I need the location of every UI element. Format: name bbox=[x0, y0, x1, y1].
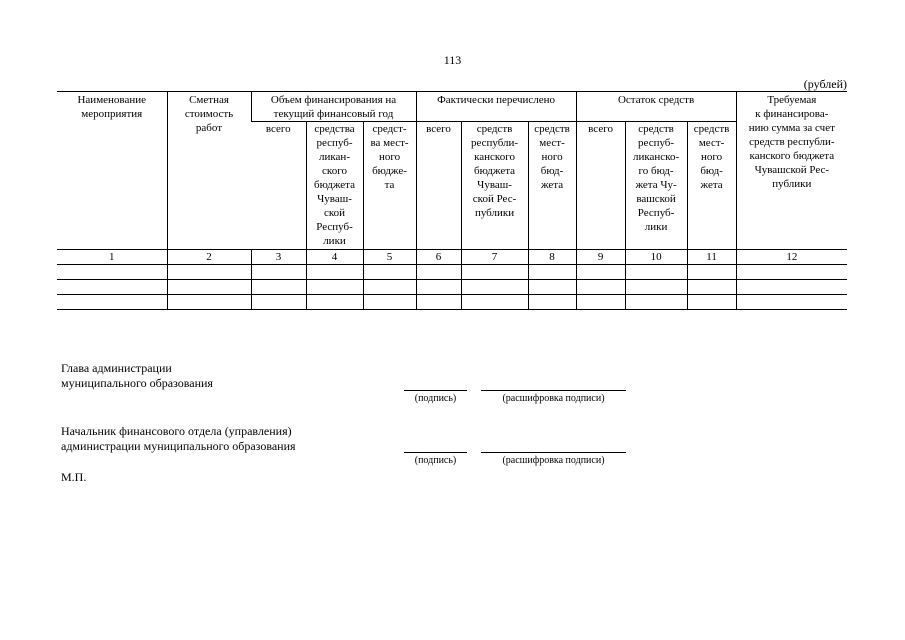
header-rem-total: всего bbox=[576, 122, 625, 250]
table-cell bbox=[167, 265, 251, 280]
table-cell bbox=[363, 295, 416, 310]
column-number: 6 bbox=[416, 250, 461, 265]
head-signature-line bbox=[404, 390, 467, 391]
table-cell bbox=[736, 280, 847, 295]
table-row bbox=[57, 265, 847, 280]
column-number: 8 bbox=[528, 250, 576, 265]
table-cell bbox=[363, 280, 416, 295]
table-cell bbox=[306, 295, 363, 310]
column-number: 11 bbox=[687, 250, 736, 265]
finance-head-title: Начальник финансового отдела (управления) администрации муниципального образования bbox=[61, 424, 296, 453]
table-cell bbox=[416, 280, 461, 295]
table-cell bbox=[416, 265, 461, 280]
table-cell bbox=[576, 265, 625, 280]
table-cell bbox=[461, 295, 528, 310]
head-decoding-line bbox=[481, 390, 626, 391]
table-cell bbox=[736, 265, 847, 280]
table-cell bbox=[528, 280, 576, 295]
header-financing-group: Объем финансирования на текущий финансовый год bbox=[251, 92, 416, 122]
table-cell bbox=[57, 280, 167, 295]
table-row bbox=[57, 280, 847, 295]
table-cell bbox=[363, 265, 416, 280]
table-cell bbox=[306, 280, 363, 295]
table-cell bbox=[57, 295, 167, 310]
table-cell bbox=[625, 280, 687, 295]
header-remainder-group: Остаток средств bbox=[576, 92, 736, 122]
header-fin-local: средст- ва мест- ного бюдже- та bbox=[363, 122, 416, 250]
finance-signature-caption: (подпись) bbox=[414, 455, 457, 466]
table-cell bbox=[306, 265, 363, 280]
table-cell bbox=[687, 295, 736, 310]
table-cell bbox=[576, 295, 625, 310]
table-cell bbox=[687, 280, 736, 295]
table-cell bbox=[528, 295, 576, 310]
table-cell bbox=[251, 280, 306, 295]
header-transf-local: средств мест- ного бюд- жета bbox=[528, 122, 576, 250]
unit-label: (рублей) bbox=[803, 77, 847, 91]
table-cell bbox=[625, 295, 687, 310]
table-cell bbox=[736, 295, 847, 310]
header-required-amount: Требуемая к финансирова- нию сумма за счет средств республи- канского бюджета Чувашской Рес- публики bbox=[736, 92, 847, 250]
header-rem-republic: средств респуб- ликанско- го бюд- жета Чу- вашской Респуб- лики bbox=[625, 122, 687, 250]
financing-table bbox=[57, 91, 847, 310]
header-transferred-group: Фактически перечислено bbox=[416, 92, 576, 122]
stamp-placeholder: М.П. bbox=[61, 470, 87, 484]
column-number: 1 bbox=[57, 250, 167, 265]
table-cell bbox=[167, 280, 251, 295]
table-header-row bbox=[57, 92, 847, 122]
column-number: 9 bbox=[576, 250, 625, 265]
table-cell bbox=[416, 295, 461, 310]
table-cell bbox=[461, 265, 528, 280]
header-rem-local: средств мест- ного бюд- жета bbox=[687, 122, 736, 250]
finance-signature-line bbox=[404, 452, 467, 453]
head-signature-caption: (подпись) bbox=[414, 393, 457, 404]
table-cell bbox=[687, 265, 736, 280]
header-fin-republic: средства респуб- ликан- ского бюджета Чуваш- ской Респуб- лики bbox=[306, 122, 363, 250]
table-cell bbox=[461, 280, 528, 295]
header-activity-name: Наименование мероприятия bbox=[57, 92, 167, 250]
column-number: 4 bbox=[306, 250, 363, 265]
table-cell bbox=[251, 265, 306, 280]
table-cell bbox=[167, 295, 251, 310]
table-cell bbox=[625, 265, 687, 280]
column-number-row bbox=[57, 250, 847, 265]
table-cell bbox=[528, 265, 576, 280]
column-number: 12 bbox=[736, 250, 847, 265]
column-number: 10 bbox=[625, 250, 687, 265]
table-cell bbox=[576, 280, 625, 295]
column-number: 7 bbox=[461, 250, 528, 265]
head-decoding-caption: (расшифровка подписи) bbox=[502, 393, 605, 404]
column-number: 2 bbox=[167, 250, 251, 265]
finance-decoding-caption: (расшифровка подписи) bbox=[502, 455, 605, 466]
header-transf-total: всего bbox=[416, 122, 461, 250]
head-title: Глава администрации муниципального образования bbox=[61, 361, 213, 390]
empty-rows bbox=[57, 265, 847, 310]
header-transf-republic: средств республи- канского бюджета Чуваш- ской Рес- публики bbox=[461, 122, 528, 250]
header-fin-total: всего bbox=[251, 122, 306, 250]
table-cell bbox=[57, 265, 167, 280]
column-number: 5 bbox=[363, 250, 416, 265]
page-number: 113 bbox=[443, 53, 462, 67]
table-row bbox=[57, 295, 847, 310]
finance-decoding-line bbox=[481, 452, 626, 453]
table-cell bbox=[251, 295, 306, 310]
header-estimated-cost: Сметная стоимость работ bbox=[167, 92, 251, 250]
column-number: 3 bbox=[251, 250, 306, 265]
